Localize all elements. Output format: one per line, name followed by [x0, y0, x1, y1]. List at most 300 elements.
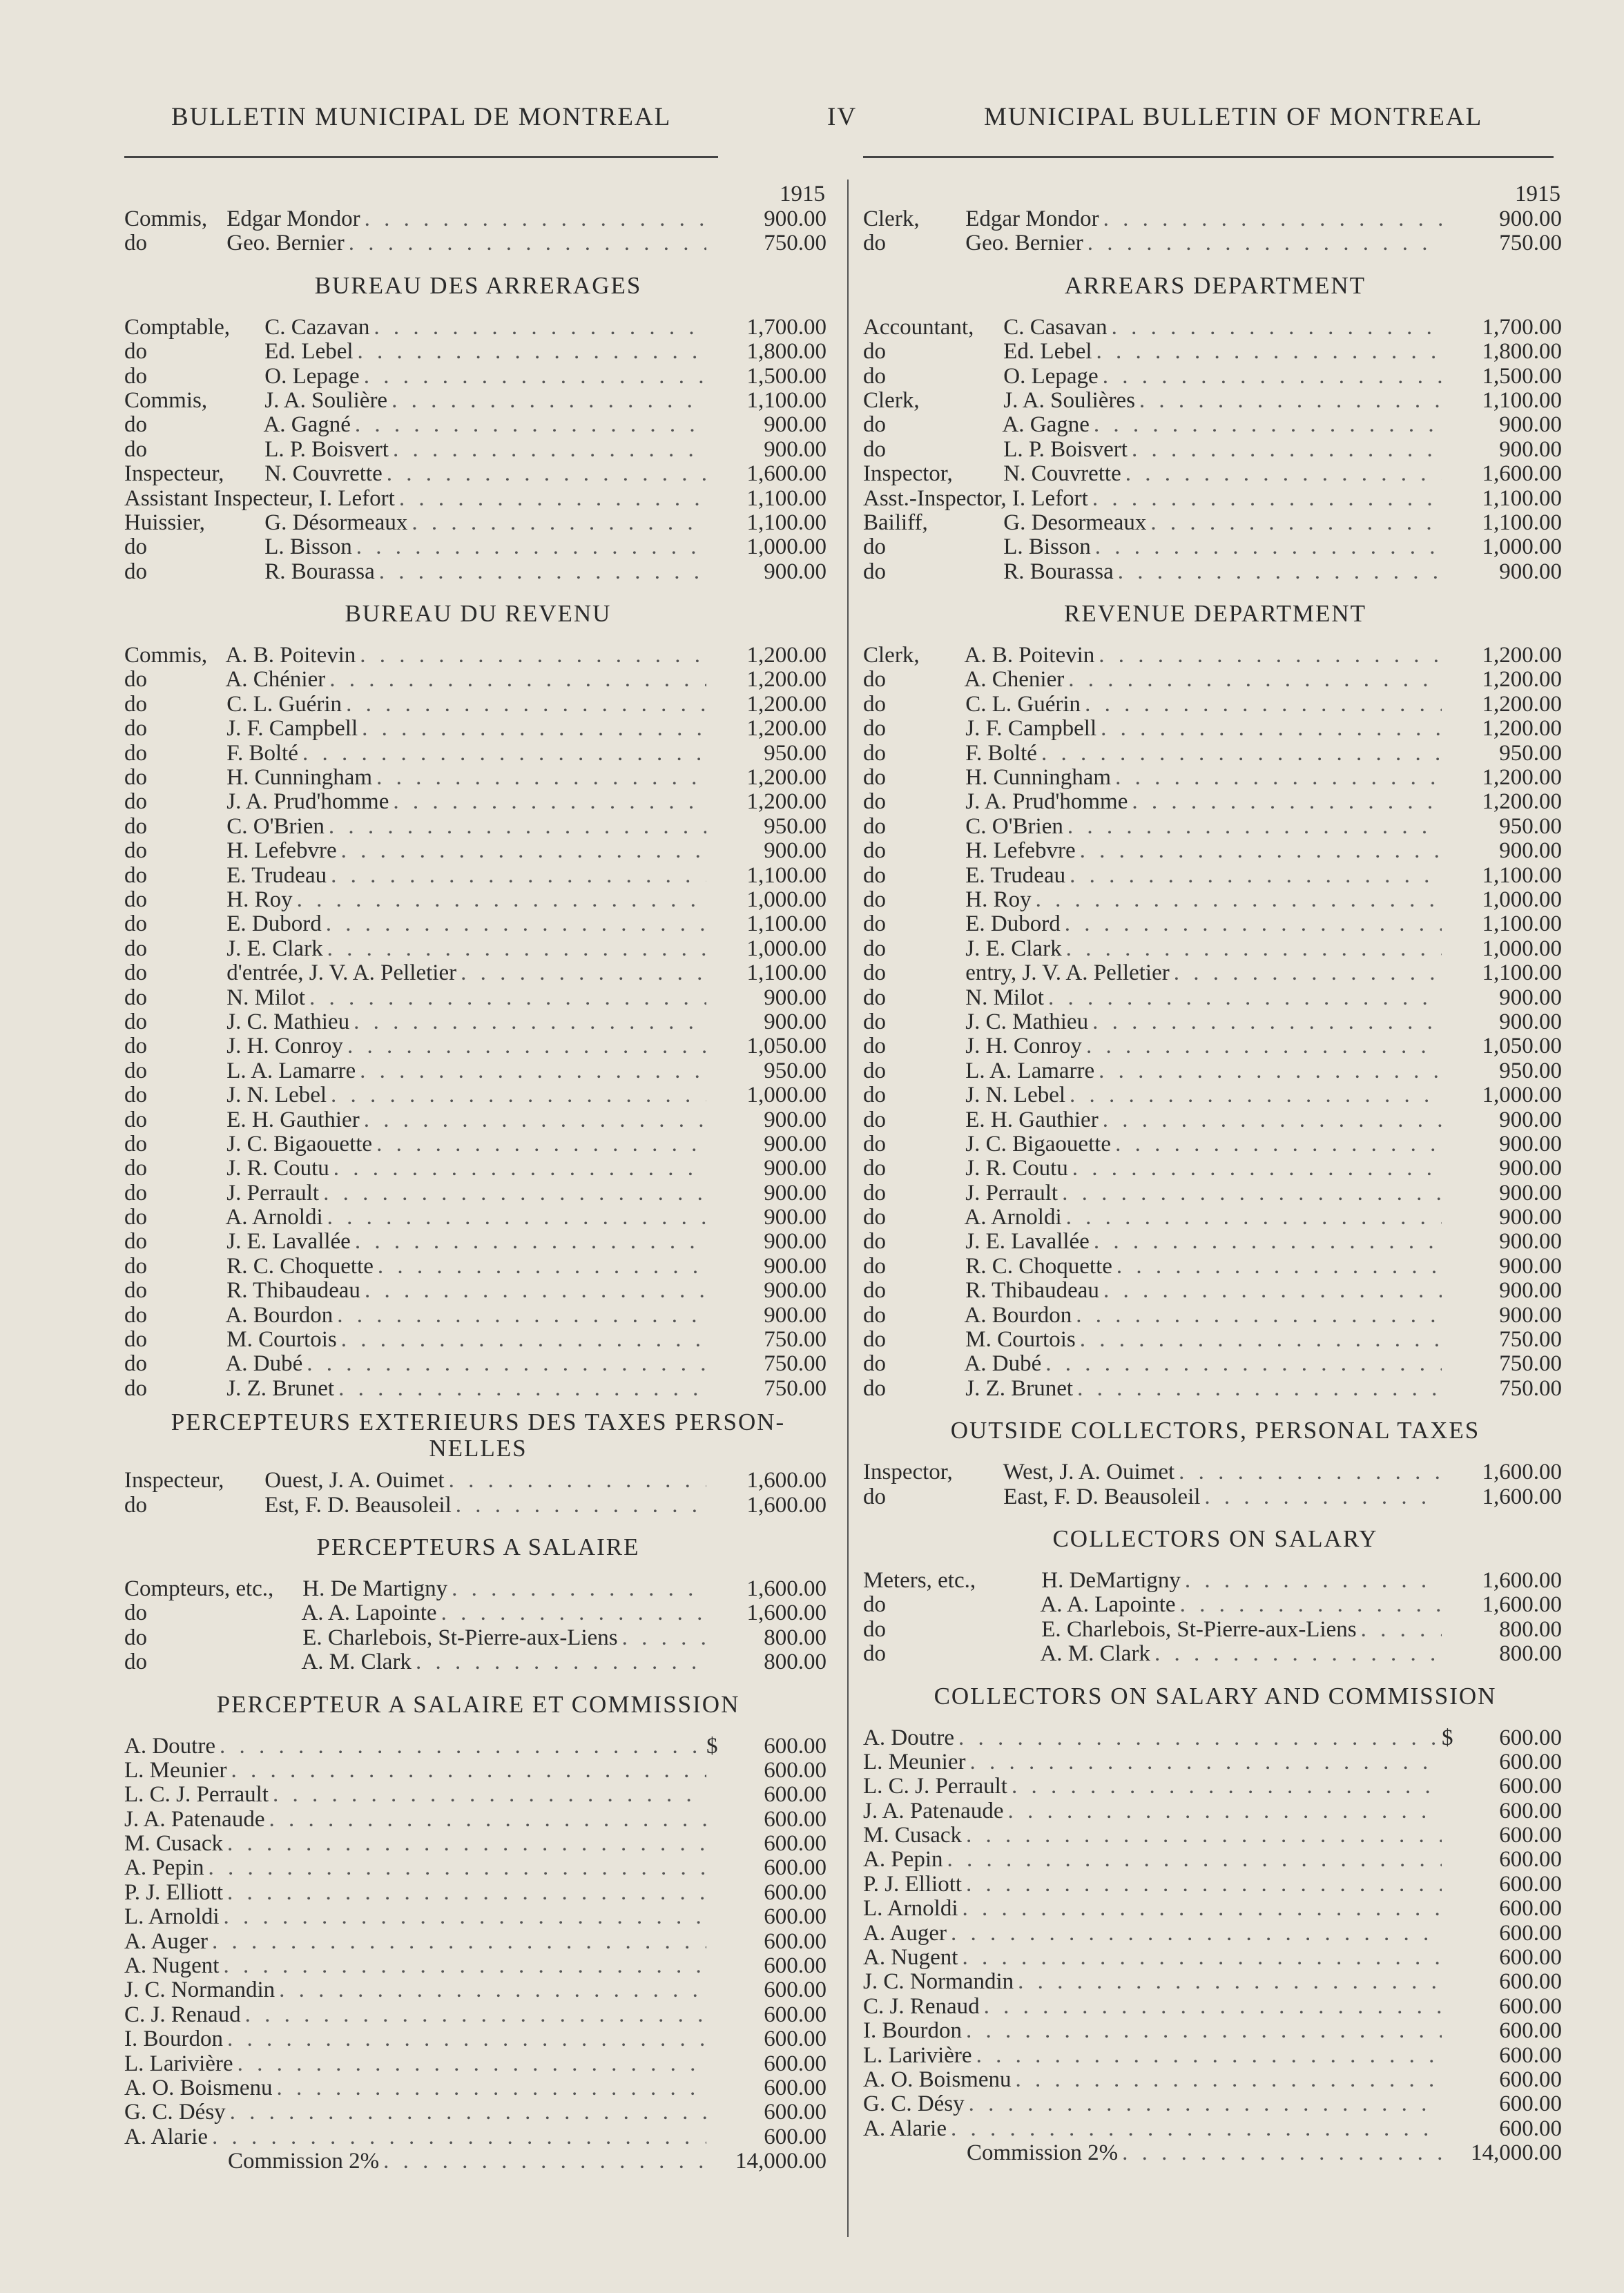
entry-amount: 1,000.00 [746, 534, 826, 560]
entry-amount: 1,800.00 [1482, 339, 1562, 365]
entry-amount: 1,100.00 [1482, 510, 1562, 535]
entry-name: H. Roy [226, 887, 293, 912]
leader-dots [1176, 1593, 1442, 1617]
entry-name: A. Chenier [964, 667, 1065, 693]
salary-row [124, 1279, 832, 1303]
entry-name: C. Cazavan [264, 314, 370, 340]
entry-title: do [863, 412, 886, 438]
entry-amount: 750.00 [1499, 231, 1562, 256]
entry-label [863, 1108, 1099, 1132]
entry-amount: 900.00 [1499, 838, 1562, 864]
entry-label [124, 1352, 302, 1376]
entry-label [863, 1946, 958, 1970]
salary-row [124, 1493, 832, 1518]
entry-label [124, 1255, 374, 1279]
entry-name: A. Pepin [863, 1847, 943, 1873]
salary-row [124, 535, 832, 559]
entry-name: Est, F. D. Beausoleil [264, 1492, 452, 1518]
leader-dots [208, 2125, 706, 2149]
entry-amount: 600.00 [764, 1831, 826, 1857]
entry-amount: 950.00 [1499, 813, 1562, 839]
salary-row [863, 389, 1567, 413]
entry-name: L. Meunier [124, 1757, 227, 1783]
leader-dots [1062, 1206, 1442, 1230]
salary-row [863, 742, 1567, 766]
salary-row [124, 560, 832, 584]
entry-name: Ed. Lebel [1003, 339, 1092, 365]
entry-amount: 1,100.00 [1482, 387, 1562, 413]
entry-name: F. Bolté [965, 740, 1037, 766]
entry-label [863, 1255, 1112, 1279]
entry-amount: 900.00 [1499, 1009, 1562, 1034]
entry-title: do [863, 667, 886, 693]
salary-row [863, 1377, 1567, 1401]
salary-row [863, 511, 1567, 535]
leader-dots [223, 1881, 706, 1905]
entry-label [124, 207, 360, 231]
leader-dots [241, 2003, 706, 2027]
entry-amount: 750.00 [1499, 1351, 1562, 1377]
entry-amount: 1,000.00 [1482, 534, 1562, 560]
entry-name: H. Lefebvre [965, 838, 1076, 864]
entry-name: A. M. Clark [301, 1649, 412, 1675]
entry-name: J. F. Campbell [226, 716, 358, 742]
salary-row [124, 413, 832, 437]
header-right-title: MUNICIPAL BULLETIN OF MONTREAL [984, 103, 1483, 131]
leader-dots [1081, 693, 1442, 717]
entry-name: J. Perrault [965, 1180, 1058, 1206]
entry-title: do [124, 1492, 147, 1518]
leader-dots [1112, 1255, 1442, 1279]
entry-title: do [124, 667, 147, 693]
entry-label [863, 1485, 1200, 1509]
entry-amount: 1,100.00 [746, 510, 826, 535]
leader-dots [1044, 986, 1442, 1010]
entry-label [124, 1157, 329, 1181]
entry-title: do [863, 838, 886, 864]
salary-row [124, 1930, 832, 1954]
entry-title: do [124, 936, 147, 961]
leader-dots [273, 2076, 707, 2100]
salary-row [863, 560, 1567, 584]
entry-label [863, 864, 1065, 888]
entry-name: L. C. J. Perrault [124, 1782, 269, 1808]
entry-amount: 1,200.00 [746, 716, 826, 742]
entry-amount: 600.00 [764, 1782, 826, 1808]
entry-name: R. C. Choquette [965, 1253, 1112, 1279]
entry-label [863, 1799, 1003, 1823]
leader-dots [1012, 2068, 1442, 2092]
salary-row [863, 1132, 1567, 1157]
salary-row [124, 2100, 832, 2125]
entry-title: do [863, 1253, 886, 1279]
entry-name: A. Arnoldi [964, 1205, 1062, 1230]
salary-row [863, 644, 1567, 668]
entry-label [124, 986, 305, 1010]
entry-title: do [124, 1600, 147, 1626]
entry-title: do [863, 1616, 886, 1642]
entry-amount: 600.00 [764, 1879, 826, 1905]
entry-label [124, 937, 323, 961]
leader-dots [447, 1577, 706, 1601]
entry-name: Edgar Mondor [226, 206, 360, 231]
entry-title: do [863, 911, 886, 937]
entry-title: do [124, 691, 147, 717]
entry-amount: 900.00 [764, 1278, 826, 1304]
entry-label [124, 389, 387, 413]
entry-amount: 600.00 [1499, 1871, 1562, 1897]
leader-dots [298, 742, 706, 766]
salary-row [124, 438, 832, 462]
entry-amount: 600.00 [1499, 1945, 1562, 1971]
salary-row [863, 1726, 1567, 1750]
entry-label [124, 1181, 319, 1206]
leader-dots [943, 1848, 1442, 1872]
leader-dots [319, 1181, 706, 1206]
leader-dots [1073, 1377, 1442, 1401]
entry-title: do [124, 1009, 147, 1034]
entry-amount: 1,000.00 [1482, 1083, 1562, 1108]
salary-row [124, 1206, 832, 1230]
leader-dots [1090, 1230, 1442, 1254]
salary-row [863, 912, 1567, 936]
entry-name: L. P. Boisvert [1003, 436, 1128, 462]
entry-name: H. De Martigny [302, 1576, 448, 1601]
salary-row [863, 1108, 1567, 1132]
salary-row [863, 790, 1567, 814]
entry-name: E. Dubord [965, 911, 1061, 937]
entry-amount: 1,100.00 [746, 911, 826, 937]
entry-name: Commission 2% [967, 2140, 1119, 2166]
entry-title: do [124, 412, 147, 438]
entry-amount: 600.00 [1499, 1774, 1562, 1799]
leader-dots [1150, 1642, 1442, 1666]
entry-label [124, 888, 293, 912]
leader-dots [223, 2027, 706, 2051]
entry-label [863, 365, 1099, 389]
entry-name: E. Trudeau [965, 862, 1066, 888]
entry-amount: 800.00 [764, 1625, 826, 1650]
salary-row [124, 1108, 832, 1132]
entry-title: do [124, 339, 147, 365]
entry-amount: 900.00 [764, 1253, 826, 1279]
leader-dots [389, 438, 706, 462]
salary-row [124, 365, 832, 389]
leader-dots [375, 560, 706, 584]
entry-name: R. C. Choquette [226, 1253, 374, 1279]
salary-row [863, 316, 1567, 340]
leader-dots [1094, 1059, 1442, 1083]
salary-row [863, 2019, 1567, 2043]
leader-dots [226, 1759, 706, 1783]
entry-amount: 750.00 [1499, 1375, 1562, 1401]
salary-row [863, 2141, 1567, 2165]
entry-name: A. O. Boismenu [124, 2076, 273, 2100]
leader-dots [452, 1493, 706, 1518]
entry-amount: 900.00 [1499, 985, 1562, 1010]
leader-dots [1114, 560, 1442, 584]
entry-title: do [863, 1156, 886, 1181]
entry-name: entry, J. V. A. Pelletier [965, 960, 1170, 986]
entry-name: Ouest, J. A. Ouimet [264, 1468, 445, 1493]
leader-dots [412, 1650, 706, 1674]
entry-name: J. C. Mathieu [226, 1009, 350, 1034]
entry-amount: 1,000.00 [746, 1083, 826, 1108]
entry-name: E. H. Gauthier [226, 1107, 360, 1132]
entry-name: P. J. Elliott [863, 1871, 963, 1897]
entry-label [863, 717, 1096, 741]
entry-amount: 1,000.00 [1482, 887, 1562, 912]
entry-label [863, 1010, 1088, 1034]
leader-dots [947, 2117, 1442, 2141]
entry-name: H. Cunningham [226, 765, 373, 791]
entry-label [124, 1856, 204, 1880]
entry-title: do [863, 716, 886, 742]
salary-row [863, 438, 1567, 462]
entry-title: Compteurs, etc., [124, 1576, 274, 1601]
entry-name: L. A. Lamarre [226, 1058, 356, 1083]
entry-amount: 600.00 [764, 2100, 826, 2125]
entry-label [863, 1995, 980, 2019]
salary-row [863, 207, 1567, 231]
entry-amount: 1,500.00 [1482, 363, 1562, 389]
leader-dots [1062, 937, 1442, 961]
entry-name: Geo. Bernier [226, 231, 345, 256]
entry-amount: 600.00 [764, 1757, 826, 1783]
salary-row [124, 1132, 832, 1157]
salary-row [863, 1304, 1567, 1328]
salary-row [863, 1010, 1567, 1034]
salary-row [863, 766, 1567, 790]
leader-dots [389, 790, 706, 814]
salary-row [124, 1978, 832, 2002]
entry-amount: 600.00 [1499, 1847, 1562, 1873]
english-column [863, 181, 1567, 2166]
salary-row [863, 693, 1567, 717]
leader-dots [1061, 912, 1442, 936]
section-title: COLLECTORS ON SALARY [1052, 1525, 1378, 1552]
entry-title: Accountant, [863, 314, 974, 340]
entry-label [863, 644, 1094, 668]
salary-row [124, 340, 832, 364]
entry-name: I. Lefort [318, 485, 395, 511]
entry-title: do [124, 813, 147, 839]
entry-amount: 600.00 [764, 1977, 826, 2003]
entry-title: do [124, 1351, 147, 1377]
entry-amount: 1,500.00 [746, 363, 826, 389]
leader-dots [958, 1946, 1442, 1970]
leader-dots [1111, 766, 1442, 790]
salary-row [863, 1995, 1567, 2019]
entry-amount: 1,600.00 [1482, 461, 1562, 487]
salary-row [124, 2052, 832, 2076]
entry-label [124, 1493, 452, 1518]
entry-label [863, 1970, 1014, 1994]
entry-name: J. A. Prud'homme [226, 789, 389, 815]
entry-label [863, 1230, 1090, 1254]
entry-label [124, 1377, 334, 1401]
entry-name: N. Milot [226, 985, 305, 1010]
entry-amount: 1,200.00 [1482, 643, 1562, 668]
entry-name: G. C. Désy [863, 2091, 965, 2117]
salary-row [124, 1954, 832, 1978]
leader-dots [1032, 888, 1442, 912]
leader-dots [369, 316, 706, 340]
entry-name: A. A. Lapointe [301, 1600, 437, 1626]
entry-name: J. C. Bigaouette [965, 1131, 1112, 1157]
entry-label [863, 1377, 1073, 1401]
entry-name: H. Roy [965, 887, 1032, 912]
entry-label [124, 511, 407, 535]
entry-name: J. E. Lavallée [965, 1229, 1090, 1255]
leader-dots [379, 2149, 706, 2174]
entry-name: J. C. Normandin [863, 1969, 1014, 1995]
leader-dots [1111, 1132, 1442, 1157]
entry-title: Bailiff, [863, 510, 928, 535]
entry-label [124, 2149, 379, 2174]
entry-title: do [124, 985, 147, 1010]
salary-row [124, 1352, 832, 1376]
leader-dots [1099, 207, 1442, 231]
entry-name: E. Charlebois, St-Pierre-aux-Liens [1041, 1616, 1357, 1642]
entry-name: J. A. Soulière [264, 387, 388, 413]
entry-amount: 1,100.00 [1482, 485, 1562, 511]
leader-dots [618, 1626, 706, 1650]
leader-dots [275, 1978, 706, 2002]
salary-row [863, 487, 1567, 511]
salary-row [124, 1577, 832, 1601]
entry-name: O. Lepage [1003, 363, 1099, 389]
entry-label [863, 888, 1032, 912]
entry-amount: 900.00 [764, 1180, 826, 1206]
salary-row [863, 1848, 1567, 1872]
salary-row [863, 1352, 1567, 1376]
entry-name: I. Bourdon [124, 2026, 223, 2052]
header-left-title: BULLETIN MUNICIPAL DE MONTREAL [171, 103, 672, 131]
entry-label [124, 1230, 351, 1254]
entry-label [863, 1618, 1357, 1642]
salary-row [124, 316, 832, 340]
leader-dots [1094, 644, 1442, 668]
entry-amount: 600.00 [764, 2076, 826, 2100]
entry-amount: 900.00 [764, 1229, 826, 1255]
entry-title: do [124, 1649, 147, 1675]
entry-name: N. Couvrette [1003, 461, 1121, 487]
entry-amount: 900.00 [1499, 1156, 1562, 1181]
entry-amount: 900.00 [1499, 1205, 1562, 1230]
entry-label [124, 1059, 356, 1083]
entry-title: do [124, 1278, 147, 1304]
entry-amount: 900.00 [1499, 1131, 1562, 1157]
entry-label [124, 1034, 343, 1058]
entry-name: Ed. Lebel [264, 339, 354, 365]
salary-row [863, 1059, 1567, 1083]
entry-amount: 600.00 [764, 1953, 826, 1979]
leader-dots [965, 2092, 1442, 2116]
salary-row [863, 231, 1567, 255]
leader-dots [1170, 961, 1442, 985]
entry-title: do [124, 559, 147, 584]
salary-row [124, 888, 832, 912]
entry-name: J. E. Clark [226, 936, 323, 961]
leader-dots [980, 1995, 1442, 2019]
entry-name: C. O'Brien [226, 813, 325, 839]
entry-label [124, 912, 322, 936]
entry-label [124, 365, 360, 389]
salary-row [863, 1279, 1567, 1303]
salary-row [124, 2149, 832, 2174]
leader-dots [1007, 1774, 1442, 1799]
entry-title: Inspector, [863, 1460, 953, 1485]
leader-dots [387, 389, 706, 413]
entry-amount: 950.00 [1499, 740, 1562, 766]
entry-name: A. Bourdon [964, 1302, 1072, 1328]
entry-label [124, 1783, 269, 1807]
leader-dots [208, 1930, 706, 1954]
entry-name: A. Alarie [863, 2116, 947, 2141]
entry-title: do [863, 1278, 886, 1304]
entry-name: J. R. Coutu [965, 1156, 1068, 1181]
entry-amount: 1,200.00 [1482, 765, 1562, 791]
leader-dots [329, 1157, 706, 1181]
entry-title: do [124, 789, 147, 815]
entry-title: do [124, 1327, 147, 1353]
leader-dots [1135, 389, 1442, 413]
entry-title: do [863, 813, 886, 839]
entry-label [863, 2044, 972, 2068]
salary-row [863, 815, 1567, 839]
entry-title: do [863, 363, 886, 389]
leader-dots [962, 1823, 1442, 1848]
entry-label [124, 2003, 241, 2027]
leader-dots [325, 668, 706, 692]
leader-dots [356, 644, 706, 668]
entry-title: do [124, 1083, 147, 1108]
leader-dots [360, 365, 706, 389]
entry-title: do [124, 960, 147, 986]
entry-amount: 800.00 [1499, 1641, 1562, 1667]
entry-name: M. Cusack [863, 1823, 962, 1848]
entry-label [863, 1922, 947, 1946]
entry-name: H. DeMartigny [1041, 1567, 1181, 1593]
entry-amount: 1,600.00 [746, 1576, 826, 1601]
entry-name: C. J. Renaud [863, 1993, 980, 2019]
entry-title: Asst.-Inspector, [863, 485, 1007, 511]
entry-title: do [863, 1229, 886, 1255]
leader-dots [233, 2052, 706, 2076]
salary-row [124, 912, 832, 936]
entry-name: West, J. A. Ouimet [1003, 1460, 1175, 1485]
entry-title: do [863, 1107, 886, 1132]
salary-row [863, 1034, 1567, 1058]
entry-name: L. C. J. Perrault [863, 1774, 1007, 1799]
entry-label [124, 316, 369, 340]
section-title: OUTSIDE COLLECTORS, PERSONAL TAXES [950, 1417, 1480, 1444]
entry-amount: 900.00 [1499, 1302, 1562, 1328]
entry-label [863, 1304, 1072, 1328]
leader-dots [383, 462, 706, 486]
leader-dots [1181, 1569, 1442, 1593]
salary-row [124, 1328, 832, 1352]
entry-title: do [863, 1641, 886, 1667]
leader-dots [1064, 668, 1442, 692]
salary-row [124, 1377, 832, 1401]
leader-dots [1357, 1618, 1442, 1642]
entry-amount: 1,100.00 [1482, 911, 1562, 937]
entry-name: R. Bourassa [264, 559, 375, 584]
entry-label [863, 986, 1044, 1010]
entry-name: J. H. Conroy [965, 1034, 1082, 1059]
